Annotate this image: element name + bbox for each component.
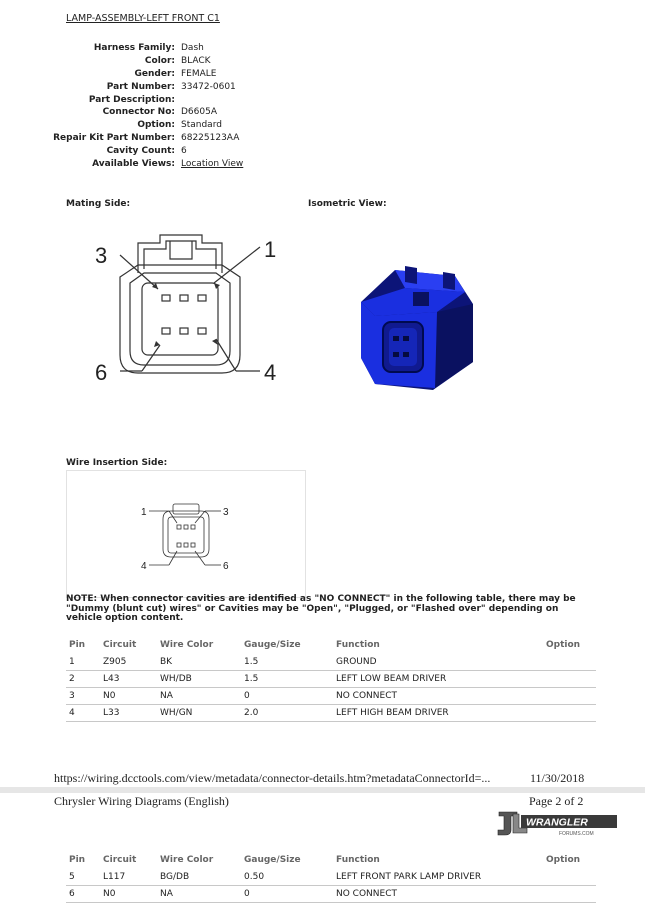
cell-option xyxy=(543,705,596,722)
info-label: Available Views: xyxy=(92,159,175,170)
info-row xyxy=(0,55,243,68)
table-row xyxy=(66,869,596,886)
info-row xyxy=(0,81,243,94)
column-header-function: Function xyxy=(336,640,380,650)
column-header-gauge-size: Gauge/Size xyxy=(244,640,301,650)
insertion-label-6: 6 xyxy=(223,561,229,572)
table-row xyxy=(66,654,596,671)
info-value: Standard xyxy=(181,120,222,131)
cell-circuit: L33 xyxy=(100,705,157,722)
info-value: Dash xyxy=(181,43,204,53)
cell-gauge-size: 1.5 xyxy=(241,654,333,671)
info-label: Color: xyxy=(144,55,175,66)
pin-table-page-2 xyxy=(66,851,596,903)
connector-info xyxy=(0,42,243,171)
cell-option xyxy=(543,654,596,671)
mating-label-4: 4 xyxy=(264,360,277,385)
cell-circuit: L43 xyxy=(100,671,157,688)
logo-subtext: FORUMS.COM xyxy=(559,831,594,837)
cell-wire-color: BK xyxy=(157,654,241,671)
column-header-option: Option xyxy=(546,855,581,865)
cell-option xyxy=(543,688,596,705)
mating-side-heading: Mating Side: xyxy=(66,199,131,209)
wire-insertion-heading: Wire Insertion Side: xyxy=(66,458,168,468)
location-view-link[interactable]: Location View xyxy=(181,159,244,170)
cell-function: NO CONNECT xyxy=(333,886,543,903)
table-row xyxy=(66,886,596,903)
footer-date: 11/30/2018 xyxy=(530,771,585,785)
cell-function: LEFT HIGH BEAM DRIVER xyxy=(333,705,543,722)
connector-title: LAMP-ASSEMBLY-LEFT FRONT C1 xyxy=(66,13,220,24)
info-row xyxy=(0,42,243,55)
table-row xyxy=(66,688,596,705)
info-label: Part Number: xyxy=(106,81,175,92)
cell-function: LEFT FRONT PARK LAMP DRIVER xyxy=(333,869,543,886)
cell-circuit: N0 xyxy=(100,886,157,903)
insertion-label-4: 4 xyxy=(141,561,147,572)
table-row xyxy=(66,671,596,688)
info-label: Connector No: xyxy=(102,107,175,118)
insertion-label-1: 1 xyxy=(141,507,147,518)
cell-option xyxy=(543,886,596,903)
info-row xyxy=(0,106,243,119)
page-break xyxy=(0,787,645,793)
cell-function: GROUND xyxy=(333,654,543,671)
info-value: FEMALE xyxy=(181,68,217,79)
info-label: Harness Family: xyxy=(93,43,175,53)
info-value: 6 xyxy=(181,146,187,157)
cell-circuit: Z905 xyxy=(100,654,157,671)
insertion-label-3: 3 xyxy=(223,507,229,518)
pin-table-page-1 xyxy=(66,636,596,722)
mating-label-3: 3 xyxy=(95,243,108,268)
cell-pin: 2 xyxy=(66,671,100,688)
cell-pin: 6 xyxy=(66,886,100,903)
column-header-option: Option xyxy=(546,640,581,650)
cell-option xyxy=(543,671,596,688)
cell-pin: 4 xyxy=(66,705,100,722)
logo-text: WRANGLER xyxy=(526,816,588,829)
cell-wire-color: WH/GN xyxy=(157,705,241,722)
table-header-row xyxy=(66,851,596,869)
info-row xyxy=(0,119,243,132)
cell-gauge-size: 2.0 xyxy=(241,705,333,722)
info-label: Cavity Count: xyxy=(106,146,175,157)
isometric-view-heading: Isometric View: xyxy=(308,199,387,209)
info-value: 68225123AA xyxy=(181,133,240,144)
page-number: Page 2 of 2 xyxy=(529,794,584,808)
cell-pin: 3 xyxy=(66,688,100,705)
cell-gauge-size: 0 xyxy=(241,886,333,903)
cell-pin: 5 xyxy=(66,869,100,886)
cell-gauge-size: 0.50 xyxy=(241,869,333,886)
no-connect-note: NOTE: When connector cavities are identified as "NO CONNECT" in the following table, there may be "Dummy (blunt cut) wires" or Cavities may be "Open", "Plugged, or "Flashed over" depending on vehicle option content. xyxy=(66,594,576,623)
info-row xyxy=(0,132,243,145)
mating-label-6: 6 xyxy=(95,360,108,385)
cell-wire-color: WH/DB xyxy=(157,671,241,688)
info-label: Option: xyxy=(137,120,175,131)
cell-circuit: N0 xyxy=(100,688,157,705)
table-header-row xyxy=(66,636,596,654)
column-header-circuit: Circuit xyxy=(103,640,137,650)
cell-pin: 1 xyxy=(66,654,100,671)
info-label: Repair Kit Part Number: xyxy=(53,133,175,144)
column-header-gauge-size: Gauge/Size xyxy=(244,855,301,865)
cell-gauge-size: 0 xyxy=(241,688,333,705)
info-label: Gender: xyxy=(134,68,175,79)
cell-circuit: L117 xyxy=(100,869,157,886)
document-title: Chrysler Wiring Diagrams (English) xyxy=(54,794,229,808)
isometric-view-image xyxy=(355,262,480,402)
table-row xyxy=(66,705,596,722)
column-header-wire-color: Wire Color xyxy=(160,855,214,865)
info-value: D6605A xyxy=(181,107,217,118)
info-row xyxy=(0,158,243,171)
info-label: Part Description: xyxy=(88,94,175,105)
info-row xyxy=(0,68,243,81)
footer-url: https://wiring.dcctools.com/view/metadata/connector-details.htm?metadataConnectorId=... xyxy=(54,771,491,785)
column-header-circuit: Circuit xyxy=(103,855,137,865)
info-row xyxy=(0,94,243,107)
info-value: 33472-0601 xyxy=(181,81,236,92)
cell-function: LEFT LOW BEAM DRIVER xyxy=(333,671,543,688)
cell-function: NO CONNECT xyxy=(333,688,543,705)
info-row xyxy=(0,145,243,158)
cell-wire-color: NA xyxy=(157,688,241,705)
wire-insertion-frame xyxy=(66,470,306,598)
cell-option xyxy=(543,869,596,886)
column-header-pin: Pin xyxy=(69,640,86,650)
mating-label-1: 1 xyxy=(264,237,277,262)
info-value: BLACK xyxy=(181,55,211,66)
cell-wire-color: BG/DB xyxy=(157,869,241,886)
cell-gauge-size: 1.5 xyxy=(241,671,333,688)
wrangler-forums-logo xyxy=(495,808,620,838)
column-header-function: Function xyxy=(336,855,380,865)
column-header-wire-color: Wire Color xyxy=(160,640,214,650)
wire-insertion-diagram xyxy=(67,471,307,599)
column-header-pin: Pin xyxy=(69,855,86,865)
cell-wire-color: NA xyxy=(157,886,241,903)
mating-side-diagram xyxy=(90,225,290,390)
